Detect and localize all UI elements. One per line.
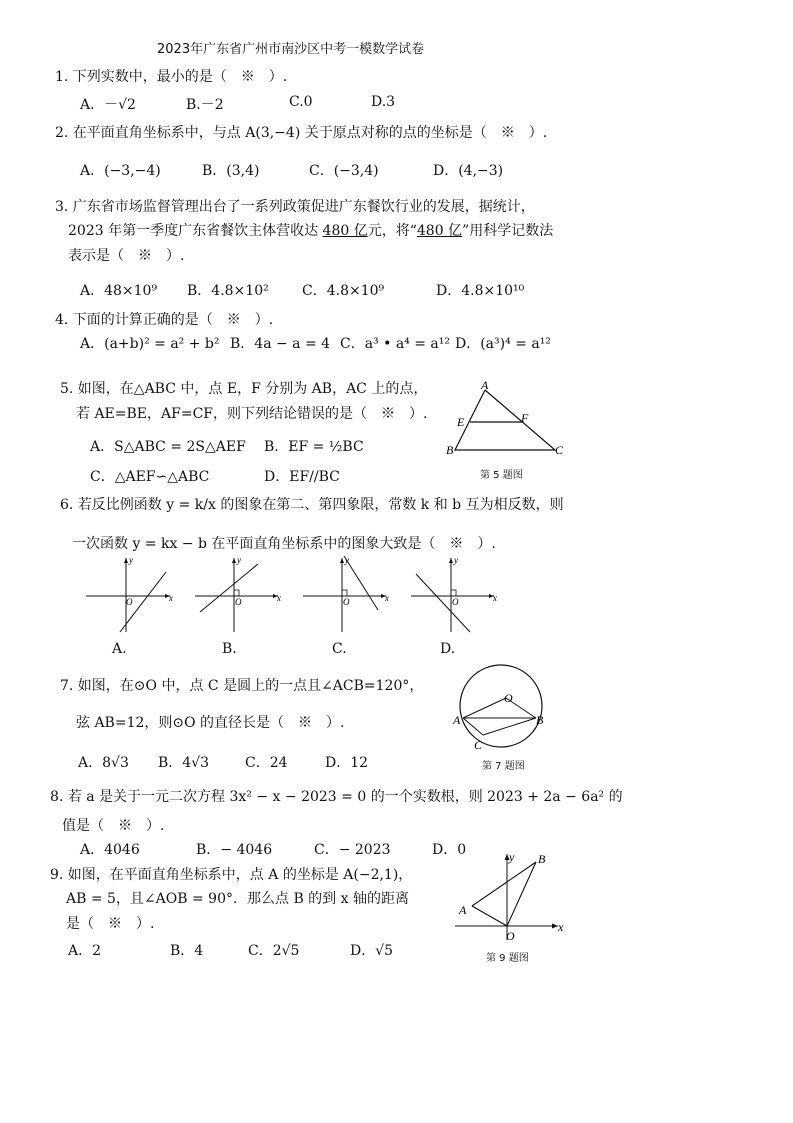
q6-c-x-label: x — [385, 593, 389, 603]
q9-option-b: B．4 — [170, 943, 204, 959]
q6-option-c: C. — [332, 641, 347, 657]
q9-label-a: A — [459, 903, 467, 917]
q7-caption: 第 7 题图 — [482, 761, 525, 772]
q6-d-y-label: y — [454, 555, 458, 565]
q7-label-b: B — [536, 713, 544, 727]
q6-a-x-label: x — [169, 593, 173, 603]
q6-d-origin-label: O — [452, 597, 459, 607]
q7-label-o: O — [504, 691, 513, 705]
q2-option-c: C．(−3,4) — [309, 163, 379, 179]
q6-graphs — [80, 552, 500, 637]
q7-option-b: B．4√3 — [158, 755, 210, 771]
q4-option-c: C．a³ • a⁴ = a¹² — [340, 336, 450, 352]
q6-b-x-label: x — [277, 593, 281, 603]
q3-line1: 3. 广东省市场监督管理出台了一系列政策促进广东餐饮行业的发展，据统计， — [55, 199, 535, 215]
q9-caption: 第 9 题图 — [486, 953, 529, 964]
q6-graph-a — [86, 555, 173, 632]
q9-label-o: O — [506, 929, 515, 943]
q8-option-d: D．0 — [432, 842, 467, 858]
q6-b-y-label: y — [237, 555, 241, 565]
q6-graph-b — [195, 555, 281, 632]
q4-option-d: D．(a³)⁴ = a¹² — [455, 336, 551, 352]
q6-c-origin-label: O — [343, 597, 350, 607]
q2-stem: 2. 在平面直角坐标系中，与点 A(3,−4) 关于原点对称的点的坐标是（ ※ ）. — [55, 125, 548, 141]
q4-option-a: A．(a+b)² = a² + b² — [80, 336, 220, 352]
q1-option-d: D.3 — [371, 94, 396, 110]
q9-label-x: x — [558, 920, 564, 934]
q9-option-d: D．√5 — [350, 943, 394, 959]
q6-d-x-label: x — [493, 593, 497, 603]
q7-line1: 7. 如图，在⊙O 中，点 C 是圆上的一点且∠ACB=120°， — [60, 678, 424, 694]
q6-option-b: B. — [222, 641, 237, 657]
q9-line1: 9. 如图，在平面直角坐标系中，点 A 的坐标是 A(−2,1)， — [50, 867, 413, 883]
q1-option-b: B.－2 — [186, 97, 224, 113]
q5-label-b: B — [446, 443, 454, 457]
q5-triangle-figure — [445, 378, 575, 478]
q2-option-b: B．(3,4) — [202, 163, 260, 179]
q9-line3: 是（ ※ ）. — [66, 916, 155, 932]
q1-option-c: C.0 — [289, 94, 313, 110]
q3-amount-underlined-2: 480 亿 — [416, 223, 463, 239]
q7-circle-figure — [450, 660, 560, 760]
q7-label-c: C — [474, 738, 483, 752]
q6-graph-d — [411, 555, 497, 632]
q8-line1: 8. 若 a 是关于一元二次方程 3x² − x − 2023 = 0 的一个实数根，则 2023 + 2a − 6a² 的 — [50, 789, 623, 805]
q4-option-b: B．4a − a = 4 — [230, 336, 331, 352]
q5-line1: 5. 如图，在△ABC 中，点 E，F 分别为 AB，AC 上的点， — [60, 381, 428, 397]
q6-b-origin-label: O — [235, 597, 242, 607]
q9-option-c: C．2√5 — [248, 943, 300, 959]
q9-option-a: A．2 — [68, 943, 102, 959]
q6-a-origin-label: O — [126, 597, 133, 607]
q3-amount-underlined: 480 亿 — [322, 223, 368, 239]
q6-option-d: D. — [440, 641, 456, 657]
q5-label-a: A — [481, 378, 489, 392]
q7-option-a: A．8√3 — [78, 755, 129, 771]
q8-option-c: C．− 2023 — [314, 842, 391, 858]
q9-label-b: B — [538, 852, 546, 866]
q9-line2: AB = 5，且∠AOB = 90°．那么点 B 的到 x 轴的距离 — [66, 891, 409, 907]
q5-label-e: E — [457, 415, 465, 429]
q9-coordinate-figure — [450, 848, 570, 943]
q3-option-b: B．4.8×10² — [187, 283, 269, 299]
q5-option-a: A．S△ABC = 2S△AEF — [90, 439, 246, 455]
q3-option-d: D．4.8×10¹⁰ — [436, 283, 525, 299]
q6-option-a: A. — [112, 641, 127, 657]
q5-label-c: C — [555, 443, 564, 457]
q7-line2: 弦 AB=12，则⊙O 的直径长是（ ※ ）. — [76, 715, 345, 731]
q3-option-c: C．4.8×10⁹ — [302, 283, 385, 299]
q3-option-a: A．48×10⁹ — [80, 283, 158, 299]
q8-option-a: A．4046 — [80, 842, 140, 858]
q3-line3: 表示是（ ※ ）. — [68, 248, 185, 264]
q6-line1: 6. 若反比例函数 y = k/x 的图象在第二、第四象限，常数 k 和 b 互为相反数，则 — [60, 497, 564, 513]
q1-option-a: A．－√2 — [80, 97, 136, 113]
q8-line2: 值是（ ※ ）. — [62, 818, 165, 834]
q2-option-a: A．(−3,−4) — [80, 163, 161, 179]
q6-a-y-label: y — [129, 555, 133, 565]
q1-stem: 1. 下列实数中，最小的是（ ※ ）. — [55, 69, 288, 85]
q7-option-d: D．12 — [325, 755, 369, 771]
q7-label-a: A — [453, 713, 461, 727]
q2-option-d: D．(4,−3) — [433, 163, 504, 179]
q4-stem: 4. 下面的计算正确的是（ ※ ）. — [55, 312, 274, 328]
q5-caption: 第 5 题图 — [480, 470, 523, 481]
q6-line2: 一次函数 y = kx − b 在平面直角坐标系中的图象大致是（ ※ ）. — [72, 536, 496, 552]
q9-label-y: y — [509, 850, 515, 864]
q6-graph-c — [303, 555, 389, 632]
q6-c-y-label: y — [345, 555, 349, 565]
q8-option-b: B．− 4046 — [196, 842, 273, 858]
q3-line2 — [68, 220, 553, 240]
q5-option-c: C．△AEF∽△ABC — [90, 469, 210, 485]
q5-option-b: B．EF = ½BC — [264, 439, 364, 455]
q3-line2-text-c: ”用科学记数法 — [462, 223, 554, 239]
q7-option-c: C．24 — [245, 755, 288, 771]
q5-label-f: F — [521, 411, 529, 425]
q3-line2-text-a: 2023 年第一季度广东省餐饮主体营收达 — [68, 223, 323, 239]
page-title: 2023年广东省广州市南沙区中考一模数学试卷 — [157, 42, 425, 57]
q5-option-d: D．EF//BC — [264, 469, 340, 485]
q3-line2-text-b: 元，将“ — [367, 223, 417, 239]
q5-line2: 若 AE=BE，AF=CF，则下列结论错误的是（ ※ ）. — [76, 406, 428, 422]
